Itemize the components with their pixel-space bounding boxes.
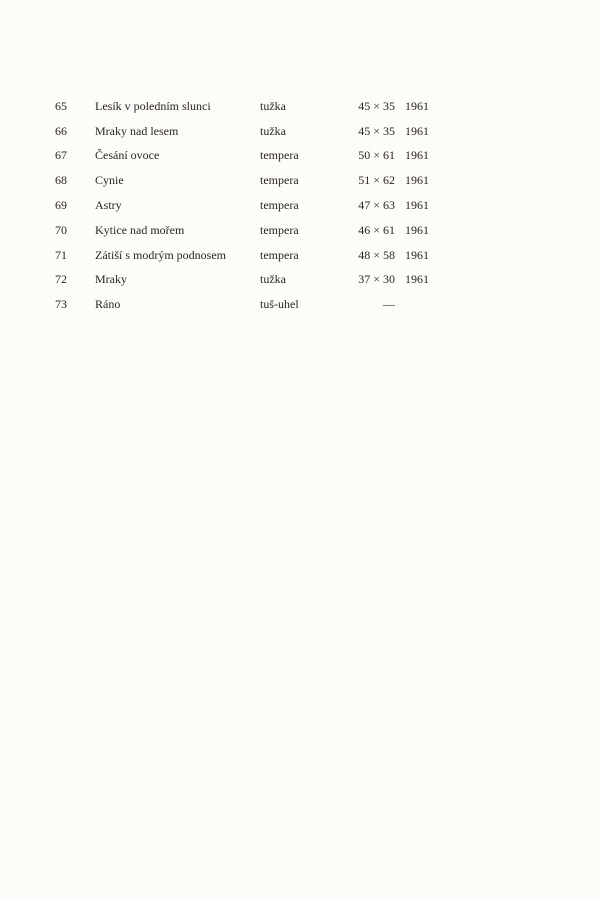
artwork-number: 71	[55, 247, 67, 262]
artwork-size: 47 × 63	[358, 198, 395, 213]
artwork-size: 45 × 35	[358, 98, 395, 113]
artwork-size: 37 × 30	[358, 272, 395, 287]
artwork-number: 67	[55, 148, 67, 163]
artwork-year: 1961	[405, 198, 429, 213]
artwork-number: 70	[55, 222, 67, 237]
artwork-year: 1961	[405, 272, 429, 287]
artwork-medium: tužka	[260, 272, 286, 287]
artwork-medium: tempera	[260, 148, 299, 163]
table-row	[55, 119, 445, 144]
artwork-title: Mraky nad lesem	[95, 123, 179, 138]
artwork-medium: tuš-uhel	[260, 297, 299, 312]
artwork-number: 69	[55, 198, 67, 213]
artwork-size: 48 × 58	[358, 247, 395, 262]
artwork-year: 1961	[405, 247, 429, 262]
artwork-medium: tužka	[260, 98, 286, 113]
table-row	[55, 243, 445, 268]
artwork-size: —	[383, 297, 395, 312]
artwork-title: Kytice nad mořem	[95, 222, 185, 237]
artwork-catalog-table	[55, 94, 445, 317]
artwork-title: Astry	[95, 198, 122, 213]
artwork-medium: tempera	[260, 173, 299, 188]
artwork-number: 72	[55, 272, 67, 287]
artwork-title: Česání ovoce	[95, 148, 160, 163]
artwork-number: 66	[55, 123, 67, 138]
artwork-medium: tempera	[260, 247, 299, 262]
artwork-year: 1961	[405, 173, 429, 188]
artwork-year: 1961	[405, 98, 429, 113]
artwork-year: 1961	[405, 148, 429, 163]
artwork-year	[405, 292, 445, 317]
artwork-size: 46 × 61	[358, 222, 395, 237]
artwork-title: Mraky	[95, 272, 127, 287]
artwork-year: 1961	[405, 222, 429, 237]
artwork-size: 51 × 62	[358, 173, 395, 188]
table-row	[55, 94, 445, 119]
artwork-size: 50 × 61	[358, 148, 395, 163]
artwork-medium: tempera	[260, 198, 299, 213]
artwork-title: Zátiší s modrým podnosem	[95, 247, 226, 262]
artwork-medium: tempera	[260, 222, 299, 237]
artwork-title: Cynie	[95, 173, 124, 188]
artwork-title: Ráno	[95, 297, 121, 312]
table-row	[55, 218, 445, 243]
artwork-medium: tužka	[260, 123, 286, 138]
artwork-size: 45 × 35	[358, 123, 395, 138]
table-row	[55, 193, 445, 218]
table-row	[55, 268, 445, 293]
artwork-number: 65	[55, 98, 67, 113]
table-row	[55, 168, 445, 193]
artwork-number: 68	[55, 173, 67, 188]
artwork-title: Lesík v poledním slunci	[95, 98, 211, 113]
table-row	[55, 144, 445, 169]
table-row	[55, 292, 445, 317]
artwork-year: 1961	[405, 123, 429, 138]
artwork-number: 73	[55, 297, 67, 312]
